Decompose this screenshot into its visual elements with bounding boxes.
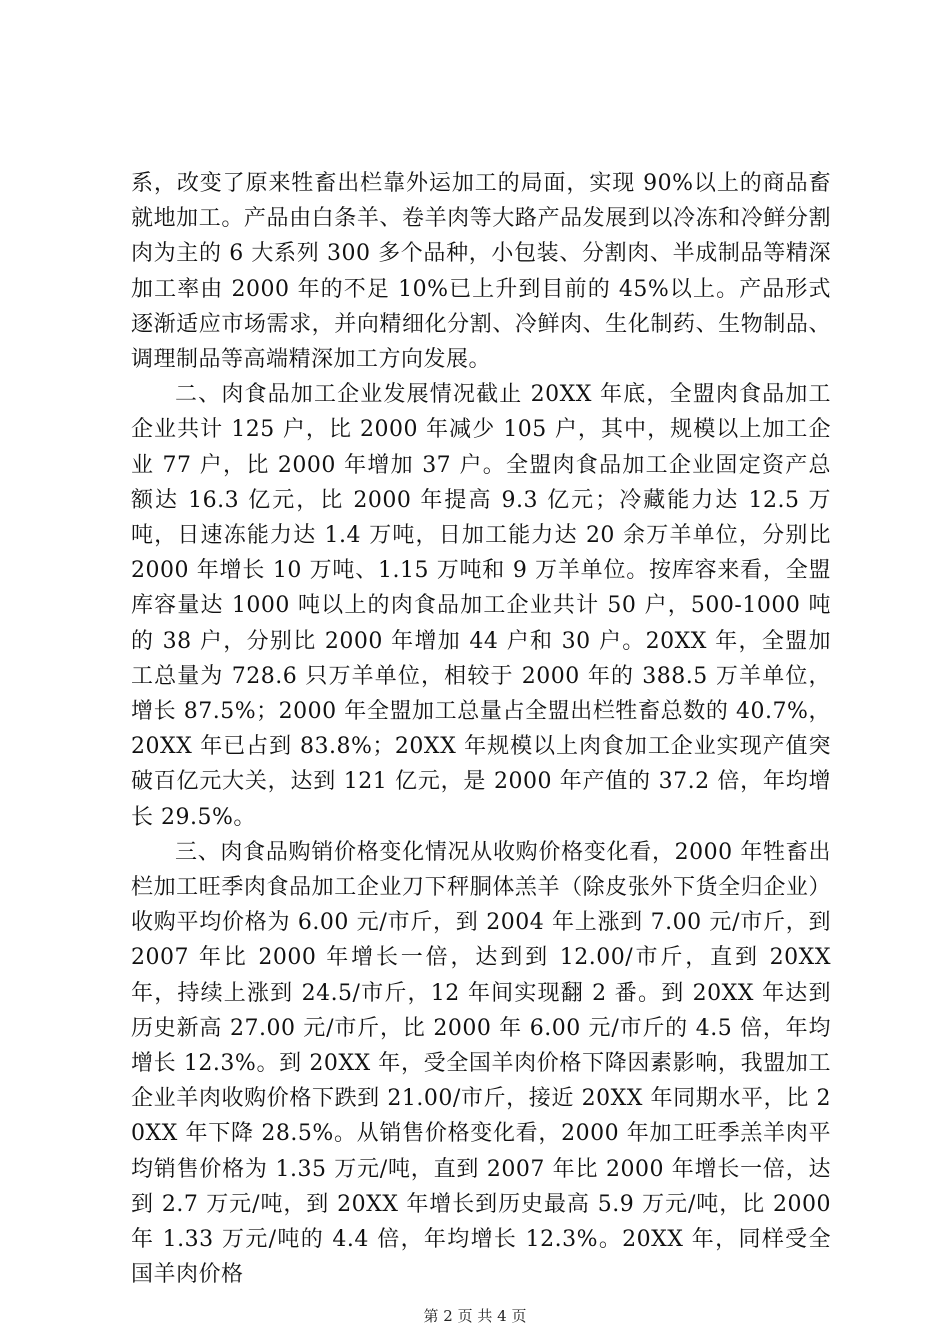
paragraph-section-two: 二、肉食品加工企业发展情况截止 20XX 年底，全盟肉食品加工企业共计 125 户，比 2000 年减少 105 户，其中，规模以上加工企业 77 户，比 2000 年增加 37 户。全盟肉食品加工企业固定资产总额达 16.3 亿元，比 2000 年提高 9.3 亿元；冷藏能力达 12.5 万吨，日速冻能力达 1.4 万吨，日加工能力达 20 余万羊单位，分别比 2000 年增长 10 万吨、1.15 万吨和 9 万羊单位。按库容来看，全盟库容量达 1000 吨以上的肉食品加工企业共计 50 户，500-1000 吨的 38 户，分别比 2000 年增加 44 户和 30 户。20XX 年，全盟加工总量为 728.6 只万羊单位，相较于 2000 年的 388.5 万羊单位，增长 87.5%；2000 年全盟加工总量占全盟出栏牲畜总数的 40.7%，20XX 年已占到 83.8%；20XX 年规模以上肉食加工企业实现产值突破百亿元大关，达到 121 亿元，是 2000 年产值的 37.2 倍，年均增长 29.5%。 xyxy=(131,382,831,830)
page-number-footer: 第 2 页 共 4 页 xyxy=(423,1307,527,1325)
paragraph-section-three: 三、肉食品购销价格变化情况从收购价格变化看，2000 年牲畜出栏加工旺季肉食品加工企业刀下秤胴体羔羊（除皮张外下货全归企业）收购平均价格为 6.00 元/市斤，到 2004 年上涨到 7.00 元/市斤，到 2007 年比 2000 年增长一倍，达到到 12.00/市斤，直到 20XX 年，持续上涨到 24.5/市斤，12 年间实现翻 2 番。到 20XX 年达到历史新高 27.00 元/市斤，比 2000 年 6.00 元/市斤的 4.5 倍，年均增长 12.3%。到 20XX 年，受全国羊肉价格下降因素影响，我盟加工企业羊肉收购价格下跌到 21.00/市斤，接近 20XX 年同期水平，比 20XX 年下降 28.5%。从销售价格变化看，2000 年加工旺季羔羊肉平均销售价格为 1.35 万元/吨，直到 2007 年比 2000 年增长一倍，达到 2.7 万元/吨，到 20XX 年增长到历史最高 5.9 万元/吨，比 2000 年 1.33 万元/吨的 4.4 倍，年均增长 12.3%。20XX 年，同样受全国羊肉价格 xyxy=(131,839,831,1288)
document-body xyxy=(131,166,831,1293)
paragraph-continuation: 系，改变了原来牲畜出栏靠外运加工的局面，实现 90%以上的商品畜就地加工。产品由白条羊、卷羊肉等大路产品发展到以冷冻和冷鲜分割肉为主的 6 大系列 300 多个品种，小包装、分割肉、半成制品等精深加工率由 2000 年的不足 10%已上升到目前的 45%以上。产品形式逐渐适应市场需求，并向精细化分割、冷鲜肉、生化制药、生物制品、调理制品等高端精深加工方向发展。 xyxy=(131,171,831,373)
